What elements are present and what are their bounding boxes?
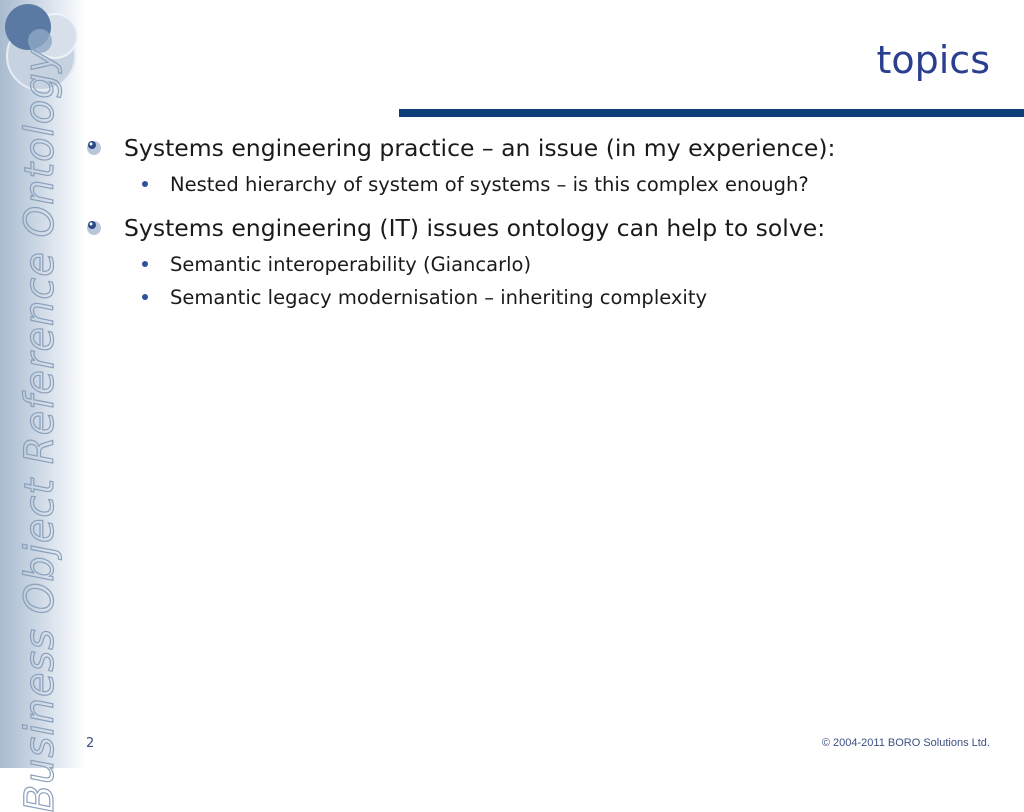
sub-bullet-item [86,281,1006,314]
sidebar-band [0,0,86,812]
sub-bullet-item [86,168,1006,201]
bullet-text: Systems engineering practice – an issue (in my experience): [124,134,836,162]
bullet-dot-icon [142,261,148,267]
sub-bullet-item [86,248,1006,281]
sub-bullet-text: Semantic legacy modernisation – inheriting complexity [170,286,708,309]
bullet-dot-icon [142,294,148,300]
slide-content [86,128,1006,314]
copyright-notice: © 2004-2011 BORO Solutions Ltd. [821,737,990,749]
bullet-item-1 [86,128,1006,168]
page-number: 2 [86,736,95,751]
bullet-circle-icon [86,139,102,155]
bullet-circle-icon [86,219,102,235]
sub-bullet-text: Nested hierarchy of system of systems – is this complex enough? [170,173,809,196]
bullet-text: Systems engineering (IT) issues ontology can help to solve: [124,214,826,242]
bullet-item-2 [86,208,1006,248]
sidebar-vertical-text: Business Object Reference Ontology [17,47,63,812]
slide-title: topics [876,38,990,82]
bullet-dot-icon [142,181,148,187]
sub-bullet-text: Semantic interoperability (Giancarlo) [170,253,532,276]
title-underline [399,109,1024,117]
